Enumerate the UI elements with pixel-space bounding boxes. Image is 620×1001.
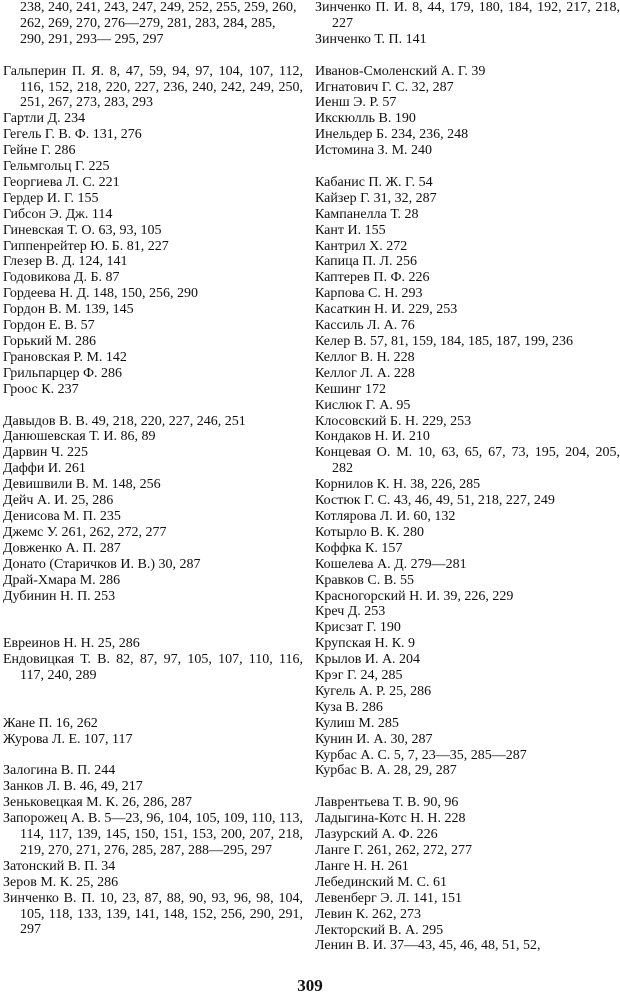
index-entry: Гибсон Э. Дж. 114 [3, 206, 113, 222]
index-entry: Евреинов Н. Н. 25, 286 [3, 636, 140, 652]
index-entry: Иенш Э. Р. 57 [315, 95, 397, 111]
index-entry: Ладыгина-Котс Н. Н. 228 [315, 811, 466, 827]
index-entry: Запорожец А. В. 5—23, 96, 104, 105, 109, 110, 113, 114, 117, 139, 145, 150, 151, 153, 200, 207, 218, 219, 270, 271, 276, 285, 287, 288—295, 297 [3, 811, 303, 858]
index-entry: Кант И. 155 [315, 222, 386, 238]
index-entry: Ланге Н. Н. 261 [315, 858, 409, 874]
index-entry: Кантрил Х. 272 [315, 238, 408, 254]
left-column [3, 0, 303, 938]
index-entry: Даффи И. 261 [3, 461, 86, 477]
index-entry: Ленин В. И. 37—43, 45, 46, 48, 51, 52, [315, 938, 541, 954]
index-entry: Карпова С. Н. 293 [315, 286, 423, 302]
index-entry: Девишвили В. М. 148, 256 [3, 477, 161, 493]
section-gap [3, 398, 303, 414]
index-entry: Келлог Л. А. 228 [315, 365, 415, 381]
index-entry: Занков Л. В. 46, 49, 217 [3, 779, 143, 795]
section-gap [3, 604, 303, 636]
index-entry: Лекторский В. А. 295 [315, 922, 444, 938]
index-entry: Давыдов В. В. 49, 218, 220, 227, 246, 251 [3, 413, 246, 429]
index-entry: Гордеева Н. Д. 148, 150, 256, 290 [3, 286, 199, 302]
index-entry: Гердер И. Г. 155 [3, 190, 99, 206]
index-entry: Келер В. 57, 81, 159, 184, 185, 187, 199, 236 [315, 334, 574, 349]
index-entry: Курбас А. С. 5, 7, 23—35, 285—287 [315, 747, 527, 763]
section-gap [315, 159, 620, 175]
index-entry: Зинченко П. И. 8, 44, 179, 180, 184, 192, 217, 218, 227 [315, 0, 620, 31]
index-entry: Концевая О. М. 10, 63, 65, 67, 73, 195, 204, 205, 282 [315, 445, 620, 477]
index-entry: Красногорский Н. И. 39, 226, 229 [315, 588, 514, 604]
index-entry: Инельдер Б. 234, 236, 248 [315, 127, 469, 143]
index-entry: Гиневская Т. О. 63, 93, 105 [3, 222, 162, 238]
right-column [315, 0, 620, 954]
index-entry: Кассиль Л. А. 76 [315, 318, 415, 334]
index-entry: Довженко А. П. 287 [3, 540, 121, 556]
index-entry: Глезер В. Д. 124, 141 [3, 254, 128, 270]
index-entry: Корнилов К. Н. 38, 226, 285 [315, 477, 481, 493]
index-entry: Костюк Г. С. 43, 46, 49, 51, 218, 227, 249 [315, 493, 555, 509]
index-entry: Кулиш М. 285 [315, 715, 399, 731]
index-entry: Каптерев П. Ф. 226 [315, 270, 430, 286]
section-gap [3, 684, 303, 716]
index-entry: Касаткин Н. И. 229, 253 [315, 302, 458, 318]
index-entry: Игнатович Г. С. 32, 287 [315, 79, 454, 95]
index-entry: Кешинг 172 [315, 381, 387, 397]
index-entry: Данюшевская Т. И. 86, 89 [3, 429, 156, 445]
index-entry: Котырло В. К. 280 [315, 524, 424, 540]
index-entry: Кугель А. Р. 25, 286 [315, 683, 432, 699]
section-gap [3, 48, 303, 64]
index-entry: Левенберг Э. Л. 141, 151 [315, 890, 462, 906]
index-entry: Журова Л. Е. 107, 117 [3, 731, 133, 747]
index-entry: Денисова М. П. 235 [3, 508, 121, 524]
index-entry: Кислюк Г. А. 95 [315, 397, 411, 413]
index-entry: Лебединский М. С. 61 [315, 874, 447, 890]
page-number: 309 [297, 976, 323, 995]
index-entry: Кампанелла Т. 28 [315, 206, 419, 222]
index-entry: Крисзат Г. 190 [315, 620, 401, 636]
index-entry: Икскюлль В. 190 [315, 111, 416, 127]
index-entry: Левин К. 262, 273 [315, 906, 422, 922]
index-entry: Куза В. 286 [315, 699, 383, 715]
index-entry: Крылов И. А. 204 [315, 652, 421, 668]
index-entry: Келлог В. Н. 228 [315, 349, 415, 365]
index-entry: Залогина В. П. 244 [3, 763, 116, 779]
index-entry: Капица П. Л. 256 [315, 254, 417, 270]
index-entry: Дубинин Н. П. 253 [3, 588, 116, 604]
index-entry: Кравков С. В. 55 [315, 572, 415, 588]
index-entry: Зинченко Т. П. 141 [315, 31, 427, 47]
index-entry: Зеньковецкая М. К. 26, 286, 287 [3, 795, 192, 811]
index-entry: Крупская Н. К. 9 [315, 636, 416, 652]
index-entry: Донато (Старичков И. В.) 30, 287 [3, 556, 201, 572]
index-entry-continuation: 238, 240, 241, 243, 247, 249, 252, 255, 259, 260, 262, 269, 270, 276—279, 281, 283, 284, 285, 290, 291, 293— 295, 297 [20, 0, 297, 47]
index-entry: Кабанис П. Ж. Г. 54 [315, 174, 433, 190]
index-entry: Зинченко В. П. 10, 23, 87, 88, 90, 93, 96, 98, 104, 105, 118, 133, 139, 141, 148, 152, 256, 290, 291, 297 [3, 890, 303, 938]
index-entry: Гегель Г. В. Ф. 131, 276 [3, 127, 142, 143]
index-entry: Ланге Г. 261, 262, 272, 277 [315, 842, 472, 858]
index-entry: Лазурский А. Ф. 226 [315, 827, 438, 843]
index-entry: Ендовицкая Т. В. 82, 87, 97, 105, 107, 110, 116, 117, 240, 289 [3, 652, 303, 684]
index-entry: Горький М. 286 [3, 334, 96, 350]
index-entry: Грильпарцер Ф. 286 [3, 365, 123, 381]
index-entry: Зеров М. К. 25, 286 [3, 874, 119, 890]
index-entry: Дейч А. И. 25, 286 [3, 493, 114, 509]
index-entry: Крэг Г. 24, 285 [315, 668, 403, 684]
index-entry: Джемс У. 261, 262, 272, 277 [3, 524, 167, 540]
index-entry: Гроос К. 237 [3, 381, 79, 397]
index-entry: Кондаков Н. И. 210 [315, 429, 430, 445]
index-entry: Котлярова Л. И. 60, 132 [315, 508, 456, 524]
index-entry: Жане П. 16, 262 [3, 715, 98, 731]
index-entry: Кунин И. А. 30, 287 [315, 731, 433, 747]
index-entry: Гордон В. М. 139, 145 [3, 302, 134, 318]
index-entry: Кошелева А. Д. 279—281 [315, 556, 467, 572]
index-entry: Гартли Д. 234 [3, 111, 86, 127]
section-gap [3, 748, 303, 764]
index-entry: Лаврентьева Т. В. 90, 96 [315, 795, 459, 811]
index-entry: Клосовский Б. Н. 229, 253 [315, 413, 472, 429]
index-entry: Кайзер Г. 31, 32, 287 [315, 190, 437, 206]
index-entry: Курбас В. А. 28, 29, 287 [315, 763, 457, 779]
index-entry: Гальперин П. Я. 8, 47, 59, 94, 97, 104, 107, 112, 116, 152, 218, 220, 227, 236, 240, 242, 249, 250, 251, 267, 273, 283, 293 [3, 63, 303, 111]
index-entry: Гордон Е. В. 57 [3, 318, 95, 334]
index-entry: Креч Д. 253 [315, 604, 386, 620]
index-entry: Коффка К. 157 [315, 540, 403, 556]
index-entry: Георгиева Л. С. 221 [3, 174, 120, 190]
index-entry: Драй-Хмара М. 286 [3, 572, 121, 588]
index-entry: Гейне Г. 286 [3, 143, 76, 159]
index-entry: Дарвин Ч. 225 [3, 445, 88, 461]
section-gap [315, 48, 620, 64]
index-entry: Истомина З. М. 240 [315, 143, 433, 159]
index-entry: Иванов-Смоленский А. Г. 39 [315, 63, 486, 79]
section-gap [315, 779, 620, 795]
index-entry: Гиппенрейтер Ю. Б. 81, 227 [3, 238, 169, 254]
index-entry: Грановская Р. М. 142 [3, 349, 127, 365]
index-entry: Гельмгольц Г. 225 [3, 159, 110, 175]
index-entry: Затонский В. П. 34 [3, 858, 116, 874]
index-entry: Годовикова Д. Б. 87 [3, 270, 120, 286]
